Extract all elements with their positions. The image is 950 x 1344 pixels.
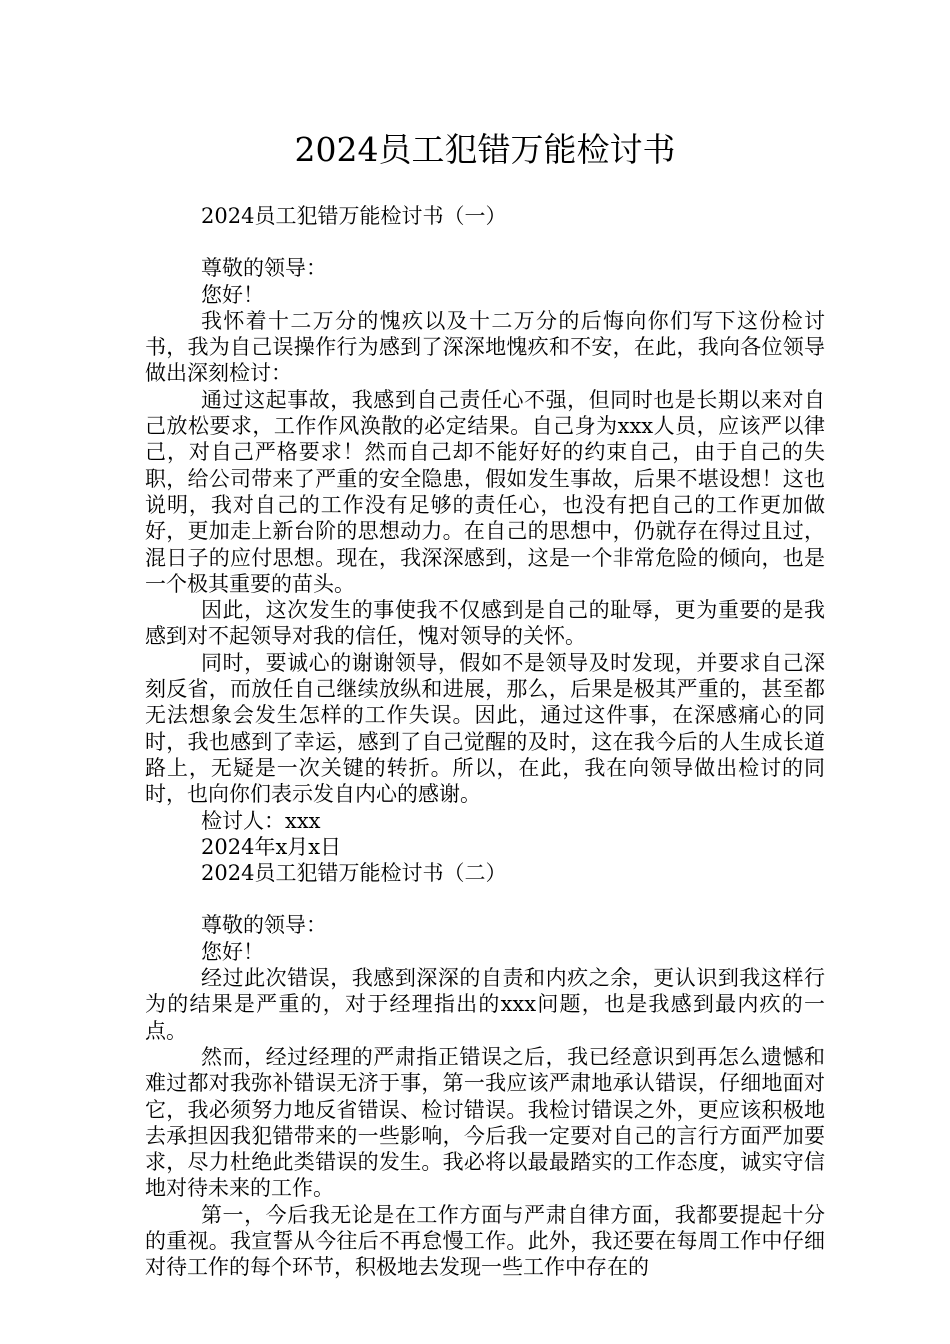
section-heading: 2024员工犯错万能检讨书（二） [201,861,507,886]
paragraph: 经过此次错误，我感到深深的自责和内疚之余，更认识到我这样行为的结果是严重的，对于经理指出的xxx问题，也是我感到最内疚的一点。 [145,966,825,1043]
greeting: 您好！ [201,282,264,307]
document-title: 2024员工犯错万能检讨书 [294,130,676,169]
paragraph: 然而，经过经理的严肃指正错误之后，我已经意识到再怎么遗憾和难过都对我弥补错误无济于事，第一我应该严肃地承认错误，仔细地面对它，我必须努力地反省错误、检讨错误。我检讨错误之外，更应该积极地去承担因我犯错带来的一些影响，今后我一定要对自己的言行方面严加要求，尽力杜绝此类错误的发生。我必将以最最踏实的工作态度，诚实守信地对待未来的工作。 [145,1044,825,1201]
paragraph: 因此，这次发生的事使我不仅感到是自己的耻辱，更为重要的是我感到对不起领导对我的信任，愧对领导的关怀。 [145,598,825,649]
spacer [145,886,825,912]
salutation: 尊敬的领导： [201,913,327,938]
salutation: 尊敬的领导： [201,256,327,281]
paragraph: 我怀着十二万分的愧疚以及十二万分的后悔向你们写下这份检讨书，我为自己误操作行为感到了深深地愧疚和不安，在此，我向各位领导做出深刻检讨： [145,308,825,386]
section-heading: 2024员工犯错万能检讨书（一） [201,204,507,228]
spacer [145,229,825,255]
document-page [145,125,825,1281]
paragraph: 同时，要诚心的谢谢领导，假如不是领导及时发现，并要求自己深刻反省，而放任自己继续放纵和进展，那么，后果是极其严重的，甚至都无法想象会发生怎样的工作失误。因此，通过这件事，在深感痛心的同时，我也感到了幸运，感到了自己觉醒的及时，这在我今后的人生成长道路上，无疑是一次关键的转折。所以，在此，我在向领导做出检讨的同时，也向你们表示发自内心的感谢。 [145,650,825,807]
greeting: 您好！ [201,939,264,964]
paragraph: 通过这起事故，我感到自己责任心不强，但同时也是长期以来对自己放松要求，工作作风涣散的必定结果。自己身为xxx人员，应该严以律己，对自己严格要求！然而自己却不能好好的约束自己，由于自己的失职，给公司带来了严重的安全隐患，假如发生事故，后果不堪设想！这也说明，我对自己的工作没有足够的责任心，也没有把自己的工作更加做好，更加走上新台阶的思想动力。在自己的思想中，仍就存在得过且过，混日子的应付思想。现在，我深深感到，这是一个非常危险的倾向，也是一个极其重要的苗头。 [145,387,825,596]
paragraph: 第一，今后我无论是在工作方面与严肃自律方面，我都要提起十分的重视。我宣誓从今往后不再怠慢工作。此外，我还要在每周工作中仔细对待工作的每个环节，积极地去发现一些工作中存在的 [145,1202,825,1280]
signer: 检讨人：xxx [201,808,321,833]
date: 2024年x月x日 [201,834,342,859]
